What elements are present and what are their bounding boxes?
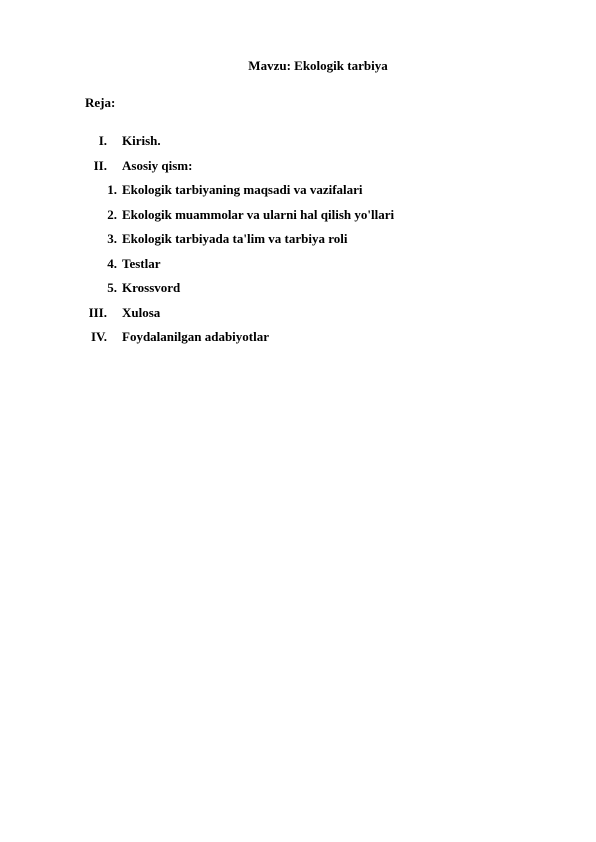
outline-text: Ekologik tarbiyada ta'lim va tarbiya roli [122,231,348,246]
outline-subitem-tests [0,256,596,281]
outline-item-introduction [0,133,596,158]
outline-text: Asosiy qism: [122,157,193,173]
outline-subitem-goals [0,182,596,207]
outline-marker: 5. [107,280,117,295]
outline-text: Foydalanilgan adabiyotlar [122,329,269,344]
outline-subitem-education-role [0,231,596,256]
outline-text: Krossvord [122,280,181,295]
outline-marker: I. [98,133,107,148]
outline-marker: 1. [107,182,117,197]
outline-text: Ekologik muammolar va ularni hal qilish yo'llari [122,206,395,222]
outline-marker: 4. [107,255,117,271]
plan-outline [0,133,596,354]
outline-subitem-crossword [0,280,596,305]
outline-marker: III. [88,304,107,320]
outline-item-main-part [0,158,596,183]
outline-marker: IV. [90,329,107,344]
outline-text: Testlar [122,255,161,271]
outline-item-conclusion [0,305,596,330]
plan-label: Reja: [85,95,116,110]
document-title: Mavzu: Ekologik tarbiya [248,58,388,73]
outline-marker: 2. [107,206,117,222]
outline-text: Kirish. [122,133,161,148]
outline-subitem-problems [0,207,596,232]
outline-text: Xulosa [122,304,161,320]
outline-marker: II. [93,157,107,173]
outline-item-references [0,329,596,354]
outline-text: Ekologik tarbiyaning maqsadi va vazifalari [122,182,363,197]
outline-marker: 3. [107,231,117,246]
